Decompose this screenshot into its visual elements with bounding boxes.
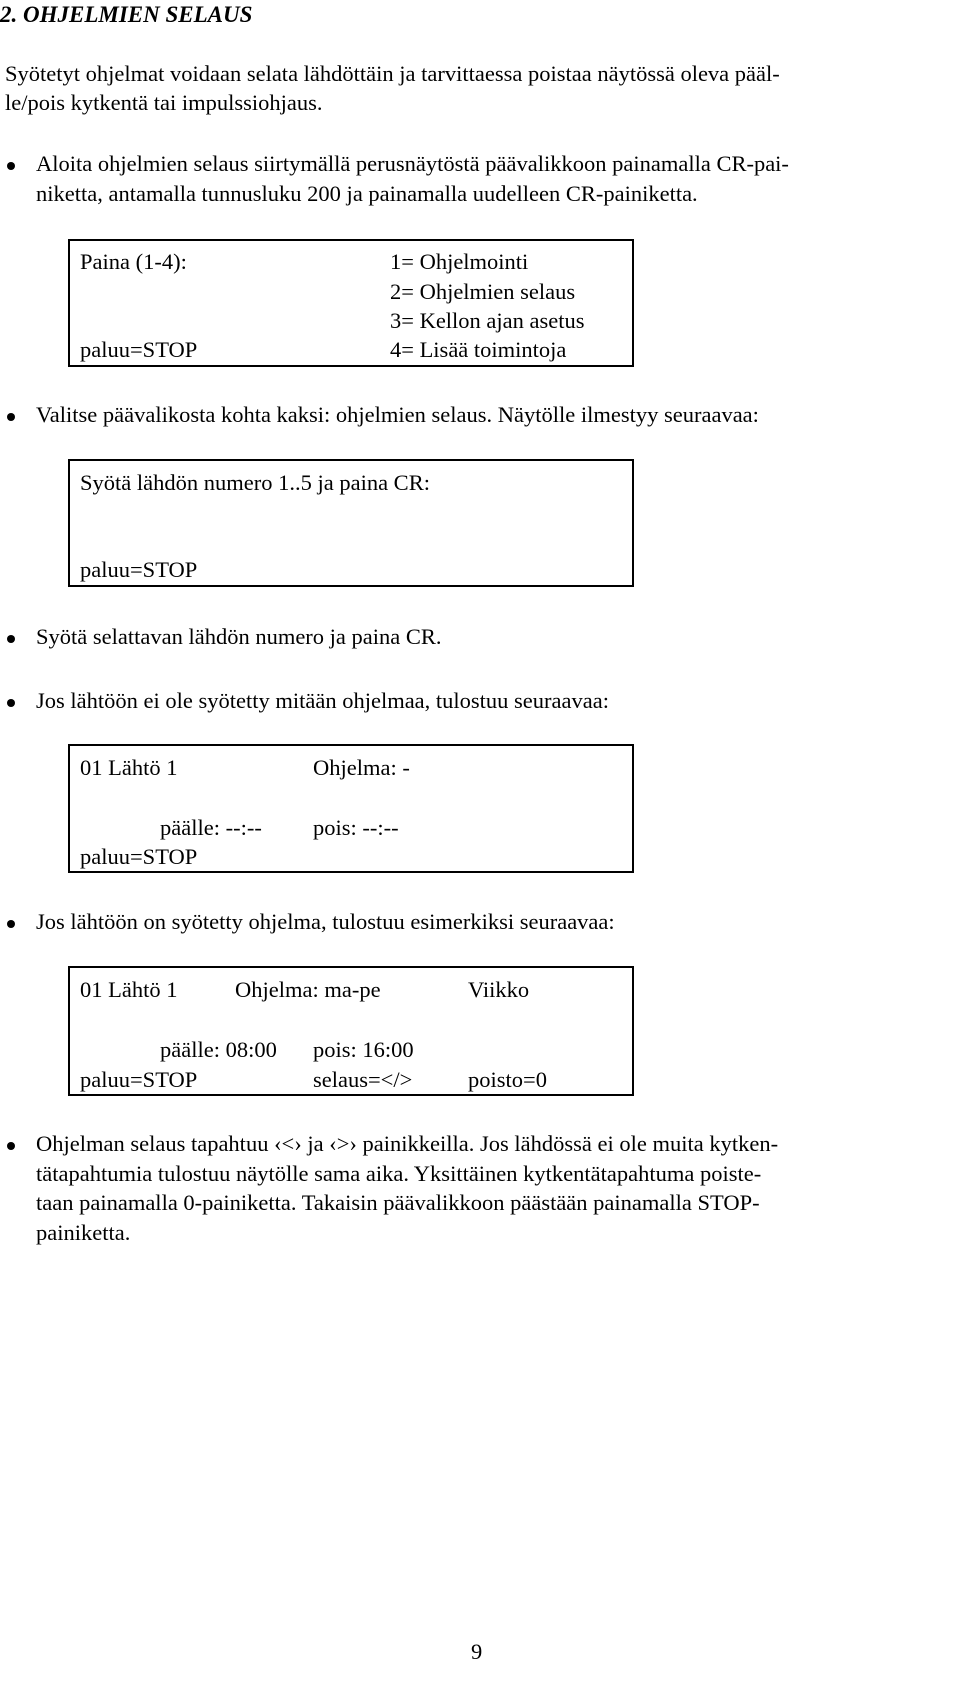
bullet-icon [7,162,15,170]
page-number: 9 [471,1639,483,1664]
program-period-label: Viikko [468,977,530,1002]
bullet-icon [7,699,15,707]
program-on-time: päälle: 08:00 [160,1037,277,1062]
section-heading: 2. OHJELMIEN SELAUS [0,2,253,27]
bullet-1-line-2: niketta, antamalla tunnusluku 200 ja painamalla uudelleen CR-painiketta. [36,181,698,206]
program-output-label: 01 Lähtö 1 [80,977,178,1002]
bullet-3-text: Syötä selattavan lähdön numero ja paina CR. [36,624,442,649]
empty-on-time: päälle: --:-- [160,815,262,840]
bullet-icon [7,920,15,928]
bullet-6-line-3: taan painamalla 0-painiketta. Takaisin päävalikkoon päästään painamalla STOP- [36,1190,760,1215]
program-display-box [68,966,634,1096]
source-back-hint: paluu=STOP [80,557,198,582]
source-display-box [68,459,634,587]
bullet-icon [7,1142,15,1150]
bullet-5-text: Jos lähtöön on syötetty ohjelma, tulostuu esimerkiksi seuraavaa: [36,909,615,934]
intro-line-2: le/pois kytkentä tai impulssiohjaus. [5,90,323,115]
menu-back-hint: paluu=STOP [80,337,198,362]
program-off-time: pois: 16:00 [313,1037,414,1062]
bullet-1-line-1: Aloita ohjelmien selaus siirtymällä perusnäytöstä päävalikkoon painamalla CR-pai- [36,151,789,176]
menu-option-3: 3= Kellon ajan asetus [390,308,585,333]
bullet-4-text: Jos lähtöön ei ole syötetty mitään ohjelmaa, tulostuu seuraavaa: [36,688,609,713]
menu-option-2: 2= Ohjelmien selaus [390,279,576,304]
bullet-icon [7,413,15,421]
bullet-6-line-4: painiketta. [36,1220,131,1245]
bullet-6-line-2: tätapahtumia tulostuu näytölle sama aika. Yksittäinen kytkentätapahtuma poiste- [36,1161,762,1186]
program-back-hint: paluu=STOP [80,1067,198,1092]
menu-option-4: 4= Lisää toimintoja [390,337,567,362]
bullet-icon [7,635,15,643]
bullet-2-text: Valitse päävalikosta kohta kaksi: ohjelmien selaus. Näytölle ilmestyy seuraavaa: [36,402,759,427]
empty-program-label: Ohjelma: - [313,755,410,780]
intro-line-1: Syötetyt ohjelmat voidaan selata lähdöttäin ja tarvittaessa poistaa näytössä oleva pääl- [5,61,780,86]
empty-output-label: 01 Lähtö 1 [80,755,178,780]
menu-display-box [68,239,634,367]
program-name-label: Ohjelma: ma-pe [235,977,381,1002]
empty-off-time: pois: --:-- [313,815,399,840]
empty-back-hint: paluu=STOP [80,844,198,869]
program-browse-hint: selaus=</> [313,1067,413,1092]
program-delete-hint: poisto=0 [468,1067,547,1092]
bullet-6-line-1: Ohjelman selaus tapahtuu ‹<› ja ‹>› painikkeilla. Jos lähdössä ei ole muita kytken- [36,1131,779,1156]
menu-prompt: Paina (1-4): [80,249,187,274]
empty-program-display-box [68,744,634,873]
menu-option-1: 1= Ohjelmointi [390,249,529,274]
source-prompt: Syötä lähdön numero 1..5 ja paina CR: [80,470,430,495]
